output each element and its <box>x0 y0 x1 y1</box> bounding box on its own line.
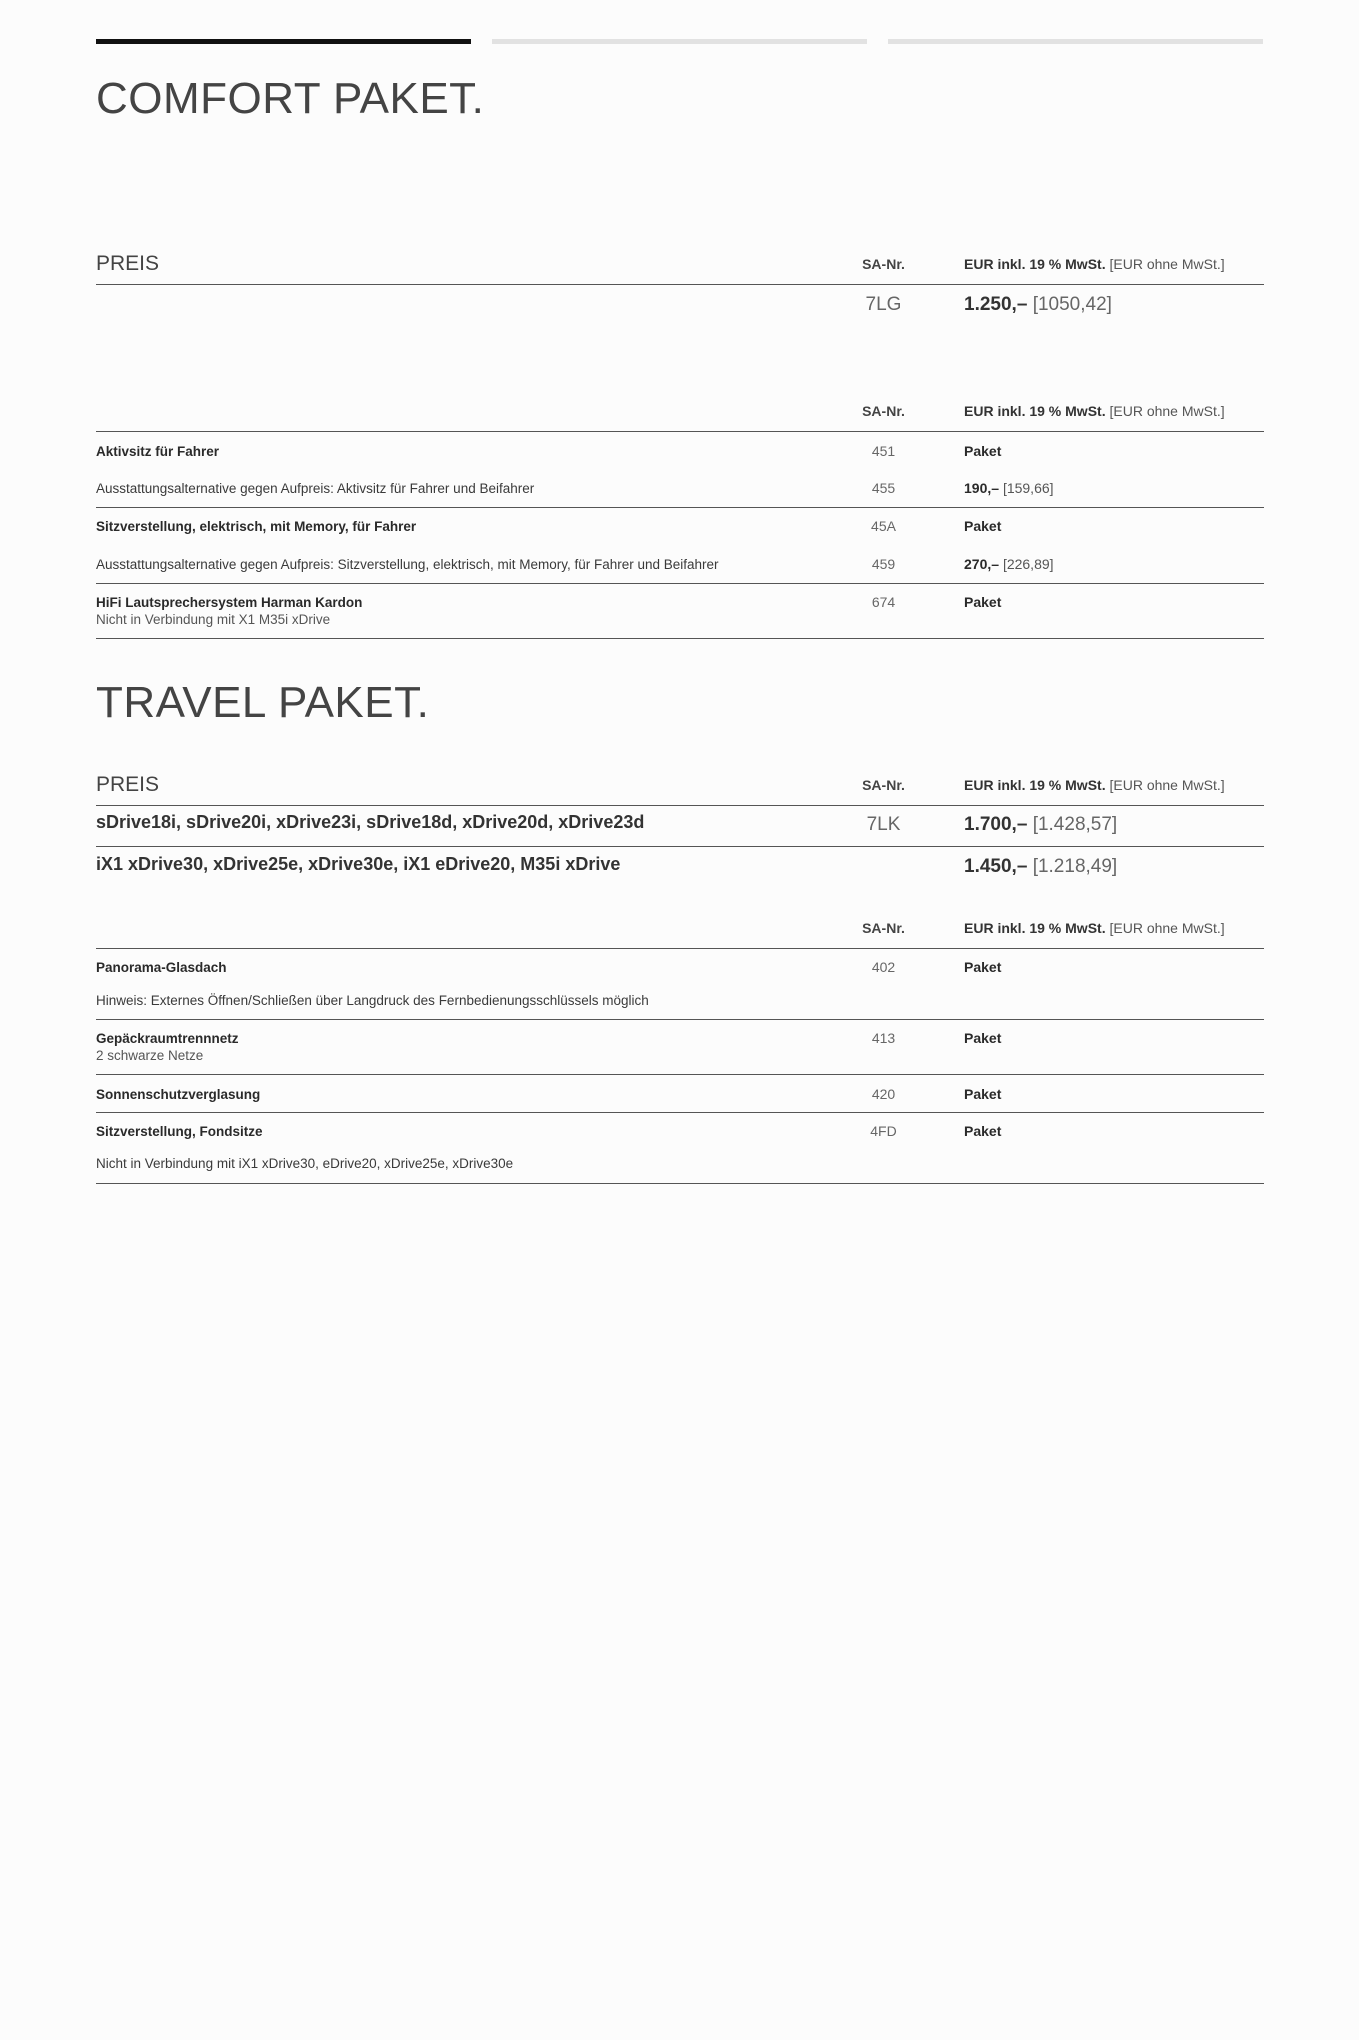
comfort-items-header <box>96 396 1264 432</box>
eur-header: EUR inkl. 19 % MwSt. [EUR ohne MwSt.] <box>964 256 1225 272</box>
eur-header: EUR inkl. 19 % MwSt. [EUR ohne MwSt.] <box>964 920 1225 936</box>
table-row: Sitzverstellung, Fondsitze 4FD Paket <box>96 1123 1002 1139</box>
table-row: Panorama-Glasdach 402 Paket <box>96 959 1002 975</box>
travel-price-table <box>96 770 1264 888</box>
comfort-price-row <box>96 285 1264 329</box>
table-row: Aktivsitz für Fahrer 451 Paket <box>96 443 1002 459</box>
price-label: PREIS <box>96 252 160 275</box>
travel-price-row: iX1 xDrive30, xDrive25e, xDrive30e, iX1 eDrive20, M35i xDrive 1.450,– [1.218,49] <box>96 854 1118 877</box>
price-label: PREIS <box>96 773 160 796</box>
progress-tab-1[interactable] <box>96 39 471 44</box>
table-row: Ausstattungsalternative gegen Aufpreis: Aktivsitz für Fahrer und Beifahrer 455 190,– [159,66] <box>96 470 1264 508</box>
progress-tab-2[interactable] <box>492 39 867 44</box>
travel-price-row: sDrive18i, sDrive20i, xDrive23i, sDrive18d, xDrive20d, xDrive23d 7LK 1.700,– [1.428,57] <box>96 806 1264 847</box>
sa-header: SA-Nr. <box>862 403 905 419</box>
table-row: Gepäckraumtrennnetz 2 schwarze Netze 413 Paket <box>96 1020 1264 1075</box>
comfort-sa-number: 7LG <box>865 294 902 315</box>
sa-header: SA-Nr. <box>862 256 905 272</box>
travel-price-header <box>96 770 1264 806</box>
table-row: Nicht in Verbindung mit iX1 xDrive30, eDrive20, xDrive25e, xDrive30e <box>96 1146 1264 1184</box>
comfort-items-table <box>96 396 1264 639</box>
eur-header: EUR inkl. 19 % MwSt. [EUR ohne MwSt.] <box>964 403 1225 419</box>
sa-header: SA-Nr. <box>862 777 905 793</box>
travel-items-header <box>96 913 1264 949</box>
table-row: Sitzverstellung, elektrisch, mit Memory, für Fahrer 45A Paket <box>96 518 1002 534</box>
page-progress-tabs <box>96 39 1264 45</box>
table-row: Hinweis: Externes Öffnen/Schließen über Langdruck des Fernbedienungsschlüssels möglich <box>96 984 1264 1020</box>
table-row: HiFi Lautsprechersystem Harman Kardon Nicht in Verbindung mit X1 M35i xDrive 674 Paket <box>96 584 1264 639</box>
comfort-price-header <box>96 249 1264 285</box>
comfort-price-table <box>96 249 1264 329</box>
travel-items-table <box>96 913 1264 1184</box>
comfort-title: COMFORT PAKET. <box>96 74 485 123</box>
table-row: Sonnenschutzverglasung 420 Paket <box>96 1075 1264 1113</box>
comfort-price: 1.250,– [1050,42] <box>964 294 1112 315</box>
table-row: Ausstattungsalternative gegen Aufpreis: Sitzverstellung, elektrisch, mit Memory, für Fahrer und Beifahrer 459 270,– [226,89] <box>96 546 1264 584</box>
eur-header: EUR inkl. 19 % MwSt. [EUR ohne MwSt.] <box>964 777 1225 793</box>
travel-title: TRAVEL PAKET. <box>96 678 430 727</box>
progress-tab-3[interactable] <box>888 39 1263 44</box>
sa-header: SA-Nr. <box>862 920 905 936</box>
